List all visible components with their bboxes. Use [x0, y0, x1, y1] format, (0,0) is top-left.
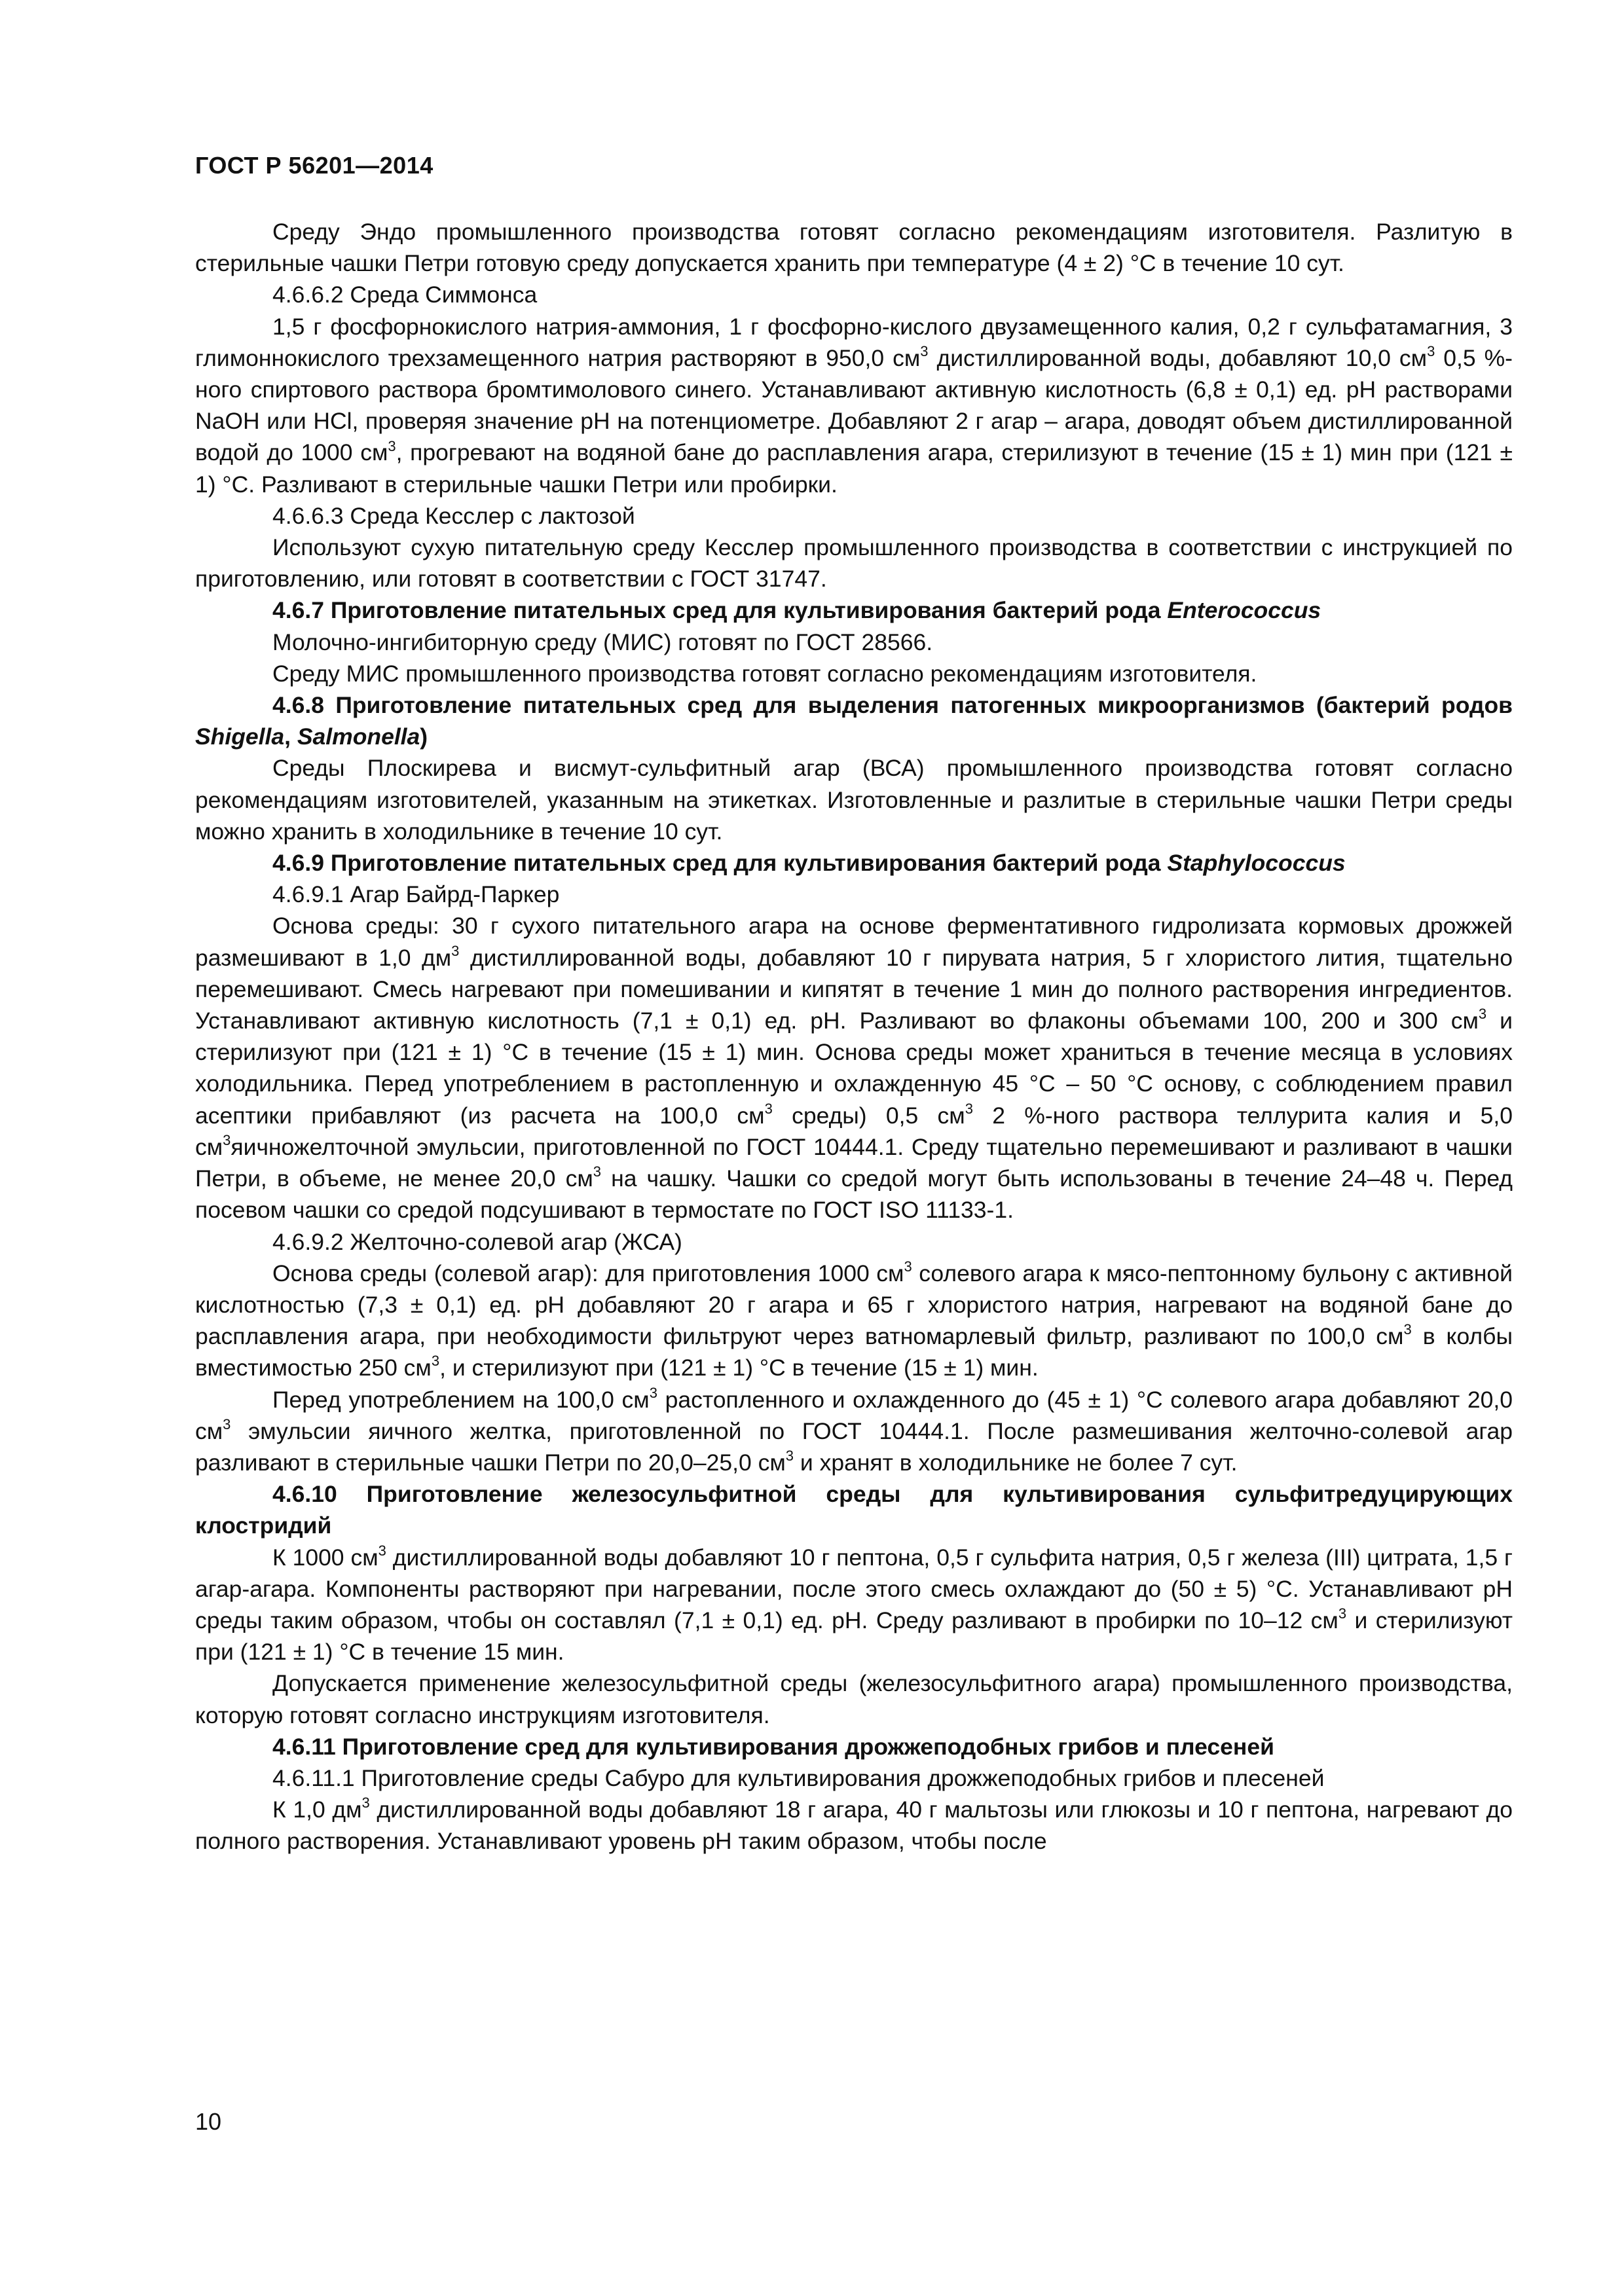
paragraph [195, 1667, 1513, 1730]
superscript: 3 [1478, 1006, 1487, 1023]
superscript: 3 [431, 1353, 440, 1370]
paragraph [195, 279, 1513, 310]
page-header: ГОСТ Р 56201—2014 [195, 152, 434, 179]
superscript: 3 [593, 1163, 602, 1180]
italic-term: Staphylococcus [1167, 850, 1346, 877]
text-run: Среду Эндо промышленного производства готовят согласно рекомендациям изготовителя. Разлитую в стерильные чашки Петри готовую среду допускается хранить при температуре (4 ± 2) °С в течение 10 сут. [195, 219, 1513, 277]
text-run: Перед употреблением на 100,0 см [272, 1386, 650, 1413]
paragraph [195, 1384, 1513, 1479]
text-run: 4.6.9 Приготовление питательных сред для культивирования бактерий рода [272, 850, 1168, 877]
text-run: дистиллированной воды добавляют 10 г пептона, 0,5 г сульфита натрия, 0,5 г железа (III) цитрата, 1,5 г агар-агара. Компоненты растворяют при нагревании, после этого смесь охлаждают до (50 ± 5) °С. Устанавливают pH среды таким образом, чтобы он составлял (7,1 ± 0,1) ед. pH. Среду разливают в пробирки по 10–12 см [195, 1544, 1513, 1633]
paragraph [195, 910, 1513, 1226]
text-run: яичножелточной эмульсии, приготовленной по ГОСТ 10444.1. Среду тщательно перемешивают и разливают в чашки Петри, в объеме, не менее 20,0 см [195, 1133, 1513, 1192]
paragraph [195, 216, 1513, 279]
superscript: 3 [764, 1100, 773, 1117]
text-run: К 1,0 дм [272, 1796, 362, 1823]
paragraph [195, 752, 1513, 847]
paragraph [195, 1258, 1513, 1384]
text-run: Основа среды: 30 г сухого питательного агара на основе ферментативного гидролизата кормовых дрожжей размешивают в 1,0 дм [195, 913, 1513, 971]
text-run: Молочно-ингибиторную среду (МИС) готовят по ГОСТ 28566. [272, 629, 933, 655]
section-heading [195, 1731, 1513, 1762]
section-heading [195, 847, 1513, 879]
section-heading [195, 1478, 1513, 1541]
text-run: на чашку. Чашки со средой могут быть использованы в течение 24–48 ч. Перед посевом чашки со средой подсушивают в термостате по ГОСТ ISO 11133-1. [195, 1165, 1513, 1224]
paragraph [195, 658, 1513, 689]
text-run: среды) 0,5 см [772, 1102, 965, 1129]
superscript: 3 [965, 1100, 973, 1117]
section-heading [195, 689, 1513, 752]
document-body [195, 216, 1513, 1857]
superscript: 3 [388, 437, 396, 454]
text-run: и стерилизуют при (121 ± 1) °С в течение (15 ± 1) мин. Основа среды может храниться в течение месяца в условиях холодильника. Перед употреблением в растопленную и охлажденную 45 °С – 50 °С основу, с соблюдением правил асептики прибавляют (из расчета на 100,0 см [195, 1008, 1513, 1129]
superscript: 3 [223, 1415, 231, 1432]
text-run: , и стерилизуют при (121 ± 1) °С в течение (15 ± 1) мин. [439, 1355, 1039, 1381]
superscript: 3 [1338, 1605, 1347, 1622]
text-run: растопленного и охлажденного до (45 ± 1) °С солевого агара добавляют 20,0 см [195, 1386, 1513, 1444]
paragraph [195, 879, 1513, 910]
paragraph [195, 1794, 1513, 1857]
text-run: 4.6.6.2 Среда Симмонса [272, 282, 538, 308]
superscript: 3 [1403, 1321, 1412, 1338]
text-run: 4.6.7 Приготовление питательных сред для культивирования бактерий рода [272, 597, 1168, 624]
text-run: 4.6.8 Приготовление питательных сред для выделения патогенных микроорганизмов (бактерий родов [272, 692, 1513, 719]
paragraph [195, 311, 1513, 500]
paragraph [195, 1762, 1513, 1794]
superscript: 3 [223, 1132, 231, 1149]
italic-term: Shigella [195, 723, 285, 750]
superscript: 3 [378, 1542, 386, 1559]
text-run: Среду МИС промышленного производства готовят согласно рекомендациям изготовителя. [272, 660, 1257, 687]
text-run: Среды Плоскирева и висмут-сульфитный агар (ВСА) промышленного производства готовят согласно рекомендациям изготовителей, указанным на этикетках. Изготовленные и разлитые в стерильные чашки Петри среды можно хранить в холодильнике в течение 10 сут. [195, 755, 1513, 845]
section-heading [195, 594, 1513, 626]
text-run: 4.6.9.1 Агар Байрд-Паркер [272, 881, 560, 908]
paragraph [195, 1226, 1513, 1258]
paragraph [195, 532, 1513, 594]
text-run: Основа среды (солевой агар): для приготовления 1000 см [272, 1260, 904, 1286]
text-run: и стерилизуют при (121 ± 1) °С в течение 15 мин. [195, 1607, 1513, 1666]
superscript: 3 [920, 342, 929, 359]
paragraph [195, 627, 1513, 658]
text-run: ) [420, 723, 428, 750]
superscript: 3 [785, 1448, 794, 1465]
superscript: 3 [649, 1384, 657, 1401]
text-run: Допускается применение железосульфитной среды (железосульфитного агара) промышленного производства, которую готовят согласно инструкциям изготовителя. [195, 1670, 1513, 1728]
text-run: 4.6.11 Приготовление сред для культивирования дрожжеподобных грибов и плесеней [272, 1733, 1274, 1760]
text-run: дистиллированной воды, добавляют 10,0 см [928, 344, 1428, 371]
text-run: Используют сухую питательную среду Кесслер промышленного производства в соответствии с инструкцией по приготовлению, или готовят в соответствии с ГОСТ 31747. [195, 534, 1513, 592]
superscript: 3 [904, 1258, 912, 1275]
superscript: 3 [361, 1795, 370, 1812]
text-run: , прогревают на водяной бане до расплавления агара, стерилизуют в течение (15 ± 1) мин при (121 ± 1) °С. Разливают в стерильные чашки Петри или пробирки. [195, 439, 1513, 498]
text-run: 0,5 %-ного спиртового раствора бромтимолового синего. Устанавливают активную кислотность (6,8 ± 0,1) ед. pH растворами NaOH или HCl, проверяя значение pH на потенциометре. Добавляют 2 г агар – агара, доводят объем дистиллированной водой до 1000 см [195, 344, 1513, 466]
page-number: 10 [195, 2108, 222, 2135]
text-run: дистиллированной воды добавляют 18 г агара, 40 г мальтозы или глюкозы и 10 г пептона, нагревают до полного растворения. Устанавливают уровень pH таким образом, чтобы после [195, 1796, 1513, 1855]
text-run: 4.6.10 Приготовление железосульфитной среды для культивирования сульфитредуцирующих клостридий [195, 1481, 1513, 1539]
text-run: солевого агара к мясо-пептонному бульону с активной кислотностью (7,3 ± 0,1) ед. pH добавляют 20 г агара и 65 г хлористого натрия, нагревают на водяной бане до расплавления агара, при необходимости фильтруют через ватномарлевый фильтр, разливают по 100,0 см [195, 1260, 1513, 1350]
italic-term: Enterococcus [1167, 597, 1321, 624]
text-run: 2 %-ного раствора теллурита калия и 5,0 см [195, 1102, 1513, 1160]
superscript: 3 [1427, 342, 1435, 359]
text-run: в колбы вместимостью 250 см [195, 1323, 1513, 1381]
text-run: 4.6.11.1 Приготовление среды Сабуро для культивирования дрожжеподобных грибов и плесеней [272, 1764, 1325, 1791]
text-run: дистиллированной воды, добавляют 10 г пирувата натрия, 5 г хлористого лития, тщательно перемешивают. Смесь нагревают при помешивании и кипятят в течение 1 мин до полного растворения ингредиентов. Устанавливают активную кислотность (7,1 ± 0,1) ед. pH. Разливают во флаконы объемами 100, 200 и 300 см [195, 944, 1513, 1034]
paragraph [195, 500, 1513, 532]
italic-term: Salmonella [297, 723, 420, 750]
superscript: 3 [451, 942, 460, 959]
text-run: 1,5 г фосфорнокислого натрия-аммония, 1 г фосфорно-кислого двузамещенного калия, 0,2 г сульфатамагния, 3 глимоннокислого трехзамещенного натрия растворяют в 950,0 см [195, 313, 1513, 371]
text-run: 4.6.6.3 Среда Кесслер с лактозой [272, 502, 635, 529]
paragraph [195, 1542, 1513, 1668]
text-run: и хранят в холодильнике не более 7 сут. [794, 1449, 1238, 1476]
text-run: 4.6.9.2 Желточно-солевой агар (ЖСА) [272, 1228, 682, 1255]
text-run: К 1000 см [272, 1544, 378, 1571]
text-run: эмульсии яичного желтка, приготовленной по ГОСТ 10444.1. После размешивания желточно-солевой агар разливают в стерильные чашки Петри по 20,0–25,0 см [195, 1417, 1513, 1476]
text-run: , [284, 723, 297, 750]
